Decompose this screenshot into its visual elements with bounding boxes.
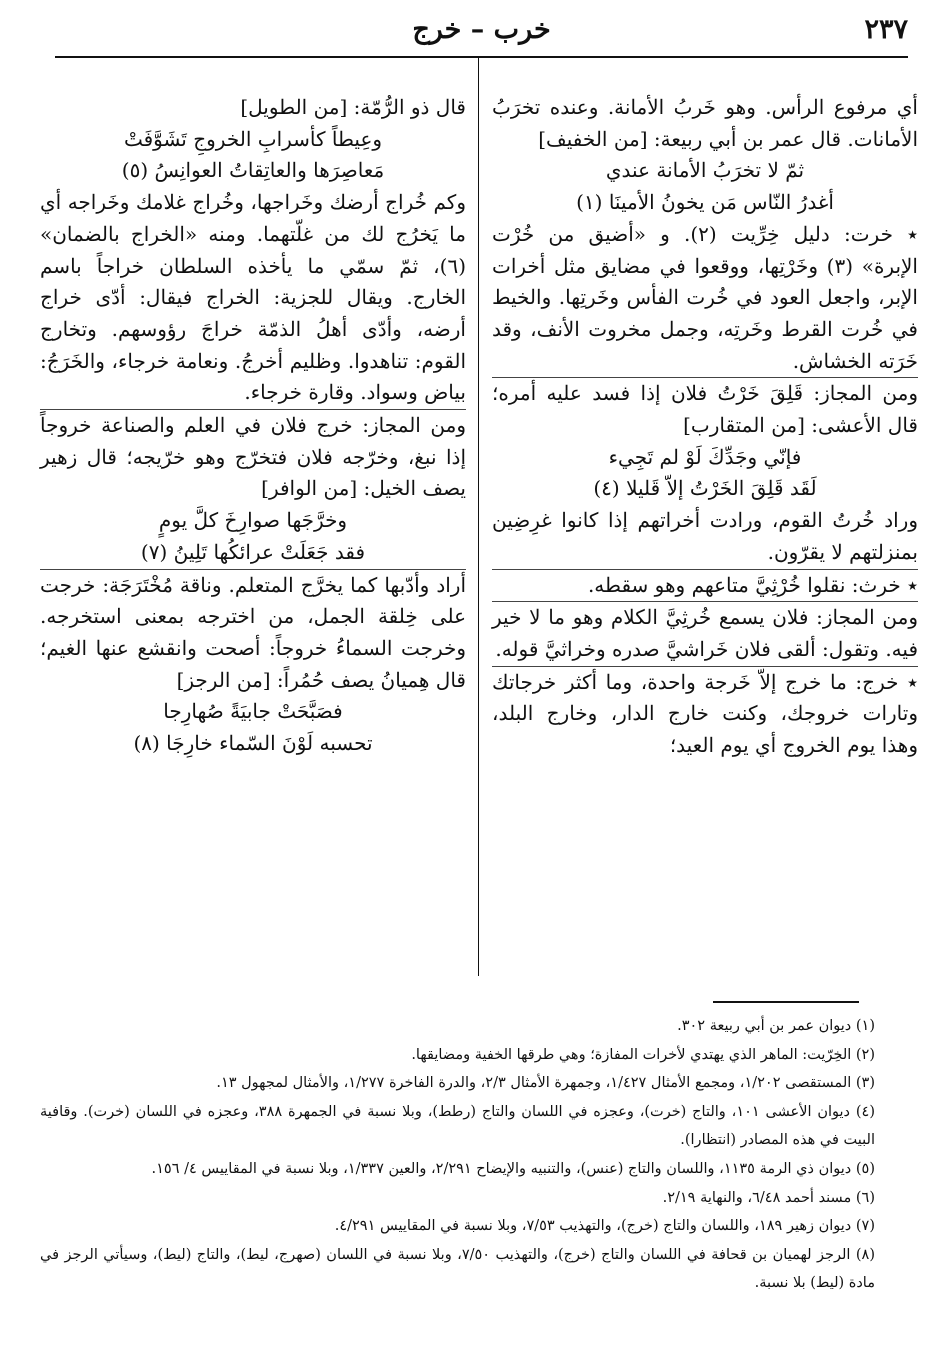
footnote: (٥) ديوان ذي الرمة ١١٣٥، واللسان والتاج (عنس)، والتنبيه والإيضاح ٢/٢٩١، والعين ١/٣٣٧، وبلا نسبة في المقاييس ٤/ ١٥٦. — [151, 1160, 875, 1177]
entry-paragraph: ٭ خرث: نقلوا خُرْثِيَّ متاعهم وهو سقطه. — [492, 569, 918, 602]
verse-line: لَقَد قَلِقَ الخَرْتُ إلاّ قَليلا (٤) — [593, 476, 817, 501]
footnote-separator — [713, 1001, 859, 1003]
verse-line: مَعاصِرَها والعاتِقاتُ العوانِسُ (٥) — [121, 158, 385, 183]
footnote: (٣) المستقصى ١/٢٠٢، ومجمع الأمثال ١/٤٢٧، وجمهرة الأمثال ٢/٣، والدرة الفاخرة ١/٢٧٧، والأمثال لمجهول ١٣. — [216, 1075, 875, 1092]
entry-paragraph: ٭ خرت: دليل خِرِّيت (٢). و «أضيق من خُرْت الإبرة» (٣) وخَرْتِها، ووقعوا في مضايق مثل أخرات الإبر، واجعل العود في خُرت الفأس وخَرتِها. والخيط في خُرت القرط وخَرتِه، وجمل مخروت الأنف، وقد خَرَته الخشاش. — [492, 221, 918, 373]
entry-paragraph: وكم خُراج أرضك وخَراجها، وخُراج غلامك وخَراجه أي ما يَخرُج لك من غلّتهما. ومنه «الخراج بالضمان» (٦)، ثمّ سمّي ما يأخذه السلطان خراجاً باسم الخارج. ويقال للجزية: الخراج فيقال: أدّى خراج أرضه، وأدّى أهلُ الذمّة خراجَ رؤوسهم. وتخارج القوم: تناهدوا. وظليم أخرجُ. ونعامة خرجاء، والخَرَجُ: بياض وسواد. وقارة خرجاء. — [40, 190, 467, 405]
entry-paragraph: أي مرفوع الرأس. وهو خَربُ الأمانة. وعنده تخرَبُ الأمانات. قال عمر بن أبي ربيعة: [من الخفيف] — [492, 95, 918, 151]
entry-paragraph: أراد وأدّبها كما يخرَّج المتعلم. وناقة مُخْتَرَجَة: خرجت على خِلقة الجمل، من اخترجه بمعنى استخرجه. وخرجت السماءُ خروجاً: أصحت وانقشع عنها الغيم؛ قال هِميانُ يصف حُمُراً: [من الرجز] — [40, 569, 466, 697]
verse-line: وعِيطاً كأسرابِ الخروجِ تَشَوَّفَتْ — [123, 126, 383, 151]
page-number: ٢٣٧ — [864, 14, 908, 45]
footnote: (٤) ديوان الأعشى ١٠١، والتاج (خرت)، وعجزه في اللسان والتاج (رطط)، وبلا نسبة في الجمهرة ٣٨٨، وعجزه في اللسان (خرت). وقافية البيت في هذه المصادر (انتظارا). — [40, 1103, 875, 1149]
entry-paragraph: وراد خُرتُ القوم، ورادت أخراتهم إذا كانوا غرِضِين بمنزلتهم لا يقرّون. — [492, 508, 918, 564]
entry-paragraph: ومن المجاز: خرج فلان في العلم والصناعة خروجاً إذا نبغ، وخرّجه فلان فتخرّج وهو خرّيجه؛ قال زهير يصف الخيل: [من الوافر] — [40, 409, 466, 505]
right-column — [492, 92, 918, 762]
footnote: (٨) الرجز لهميان بن قحافة في اللسان والتاج (خرج)، والتهذيب ٧/٥٠، وبلا نسبة في اللسان (صهرج، ليط)، والتاج (ليط)، وسيأتي الرجز في مادة (ليط) بلا نسبة. — [40, 1246, 875, 1292]
footnote: (٢) الخِرّيت: الماهر الذي يهتدي لأخرات المفازة؛ وهي طرقها الخفية ومضايقها. — [411, 1046, 875, 1063]
footnote: (٧) ديوان زهير ١٨٩، واللسان والتاج (خرج)، والتهذيب ٧/٥٣، وبلا نسبة في المقاييس ٤/٢٩١. — [334, 1218, 875, 1235]
footnote: (٦) مسند أحمد ٦/٤٨، والنهاية ٢/١٩. — [662, 1189, 875, 1206]
verse-line: تحسبه لَوْنَ السّماء خارِجَا (٨) — [133, 731, 373, 756]
verse-line: أغدرُ النّاس مَن يخونُ الأمينَا (١) — [576, 190, 834, 215]
running-title: خرب – خرج — [412, 14, 551, 45]
footnote: (١) ديوان عمر بن أبي ربيعة ٣٠٢. — [677, 1018, 875, 1034]
verse-line: فإنّي وجَدِّكَ لَوْ لم تَجِيء — [608, 444, 802, 469]
footnotes — [40, 1012, 875, 1298]
column-divider — [478, 58, 479, 976]
verse-line: فقد جَعَلَتْ عرائكُها تَلِينُ (٧) — [140, 539, 366, 564]
verse-line: ثمّ لا تخرَبُ الأمانة عندي — [605, 158, 805, 183]
verse-line: وخرَّجَها صوارِخَ كلَّ يومٍ — [158, 508, 348, 533]
entry-paragraph: ومن المجاز: قَلِقَ خَرْتُ فلان إذا فسد عليه أمره؛ قال الأعشى: [من المتقارب] — [492, 377, 918, 441]
verse-line: فصَبَّحَتْ جابيَةً صُهارِجا — [163, 699, 343, 724]
page-header — [55, 8, 908, 58]
left-column — [40, 92, 466, 760]
entry-paragraph: قال ذو الرُّمّة: [من الطويل] — [240, 95, 466, 119]
entry-paragraph: ومن المجاز: فلان يسمع خُرثِيَّ الكلام وهو ما لا خير فيه. وتقول: ألقى فلان خَراشيَّ صدره وخراثيَّ قوله. — [492, 601, 918, 665]
entry-paragraph: ٭ خرج: ما خرج إلاّ خَرجة واحدة، وما أكثر خرجاتك وتارات خروجك، وكنت خارج الدار، وخارج البلد، وهذا يوم الخروج أي يوم العيد؛ — [492, 666, 918, 762]
